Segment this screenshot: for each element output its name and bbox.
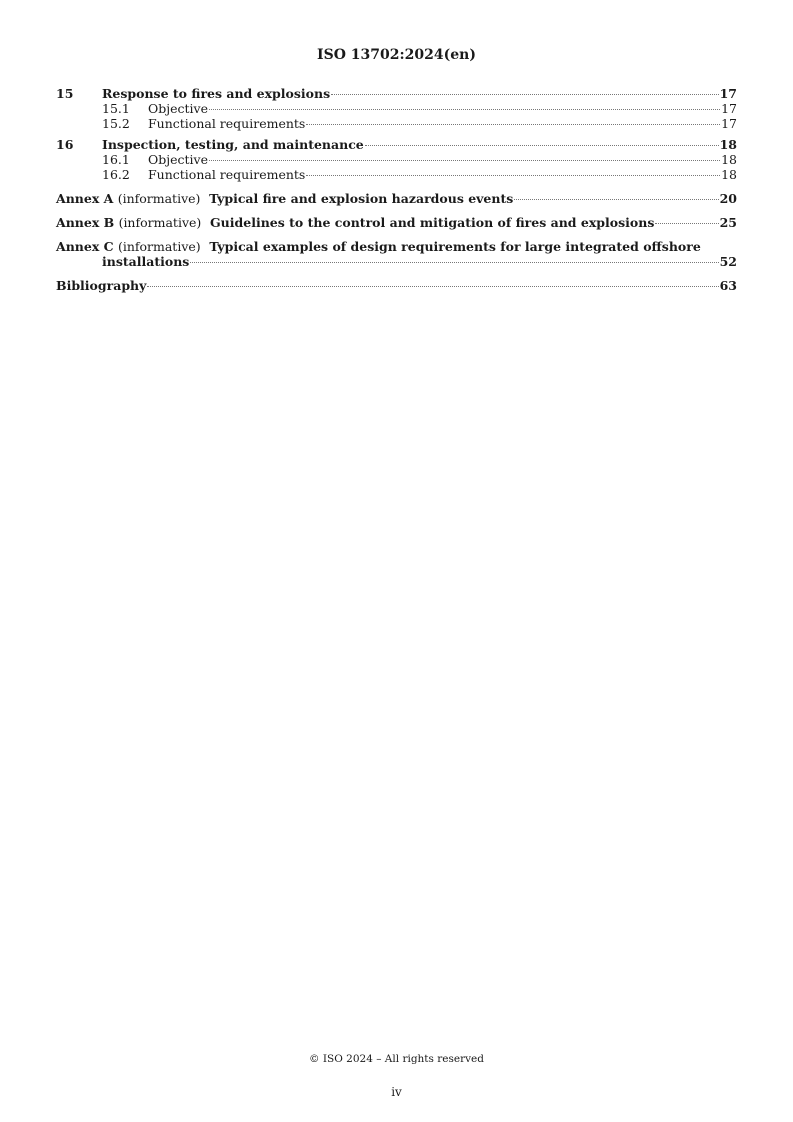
toc-entry-annex-b[interactable] bbox=[56, 215, 737, 230]
subclause-number: 16.2 bbox=[102, 167, 130, 182]
page-number: 63 bbox=[719, 278, 737, 293]
toc-entry-clause-16[interactable] bbox=[56, 137, 737, 152]
page-number: 17 bbox=[721, 116, 737, 131]
toc-entry-16-1[interactable] bbox=[56, 152, 737, 167]
toc-entry-16-2[interactable] bbox=[56, 167, 737, 182]
dot-leader bbox=[209, 160, 720, 161]
dot-leader bbox=[365, 145, 719, 146]
annex-title-line-1: Typical examples of design requirements for large integrated offshore bbox=[209, 239, 701, 254]
page-number: 18 bbox=[721, 152, 737, 167]
dot-leader bbox=[147, 286, 718, 287]
subclause-number: 15.2 bbox=[102, 116, 130, 131]
annex-label: Annex C bbox=[56, 239, 114, 254]
dot-leader bbox=[514, 199, 718, 200]
dot-leader bbox=[331, 94, 718, 95]
annex-title-line-2: installations bbox=[102, 254, 190, 269]
toc-entry-15-1[interactable] bbox=[56, 101, 737, 116]
page-number: 17 bbox=[719, 86, 737, 101]
page-number: 52 bbox=[719, 254, 737, 269]
document-header: ISO 13702:2024(en) bbox=[317, 47, 476, 63]
subclause-number: 16.1 bbox=[102, 152, 130, 167]
toc-entry-annex-c[interactable] bbox=[56, 239, 737, 269]
annex-title: Typical fire and explosion hazardous events bbox=[209, 191, 514, 206]
subclause-title: Objective bbox=[148, 101, 209, 116]
page-number-footer: iv bbox=[391, 1085, 402, 1099]
annex-label: Annex A bbox=[56, 191, 114, 206]
page-number: 25 bbox=[719, 215, 737, 230]
dot-leader bbox=[306, 175, 720, 176]
clause-number: 15 bbox=[56, 86, 74, 101]
bibliography-title: Bibliography bbox=[56, 278, 147, 293]
toc-entry-15-2[interactable] bbox=[56, 116, 737, 131]
copyright-notice: © ISO 2024 – All rights reserved bbox=[309, 1053, 484, 1065]
page-number: 18 bbox=[721, 167, 737, 182]
annex-label: Annex B bbox=[56, 215, 115, 230]
annex-type: (informative) bbox=[118, 215, 202, 230]
dot-leader bbox=[655, 223, 718, 224]
annex-type: (informative) bbox=[117, 191, 201, 206]
page-number: 18 bbox=[719, 137, 737, 152]
subclause-title: Objective bbox=[148, 152, 209, 167]
annex-type: (informative) bbox=[117, 239, 201, 254]
clause-number: 16 bbox=[56, 137, 74, 152]
dot-leader bbox=[306, 124, 720, 125]
subclause-title: Functional requirements bbox=[148, 167, 306, 182]
dot-leader bbox=[209, 109, 720, 110]
page-number: 20 bbox=[719, 191, 737, 206]
clause-title: Inspection, testing, and maintenance bbox=[102, 137, 364, 152]
toc-entry-clause-15[interactable] bbox=[56, 86, 737, 101]
annex-title: Guidelines to the control and mitigation of fires and explosions bbox=[210, 215, 655, 230]
toc-entry-bibliography[interactable] bbox=[56, 278, 737, 293]
page-number: 17 bbox=[721, 101, 737, 116]
clause-title: Response to fires and explosions bbox=[102, 86, 331, 101]
subclause-title: Functional requirements bbox=[148, 116, 306, 131]
toc-entry-annex-a[interactable] bbox=[56, 191, 737, 206]
subclause-number: 15.1 bbox=[102, 101, 130, 116]
dot-leader bbox=[190, 262, 718, 263]
table-of-contents bbox=[56, 86, 737, 293]
